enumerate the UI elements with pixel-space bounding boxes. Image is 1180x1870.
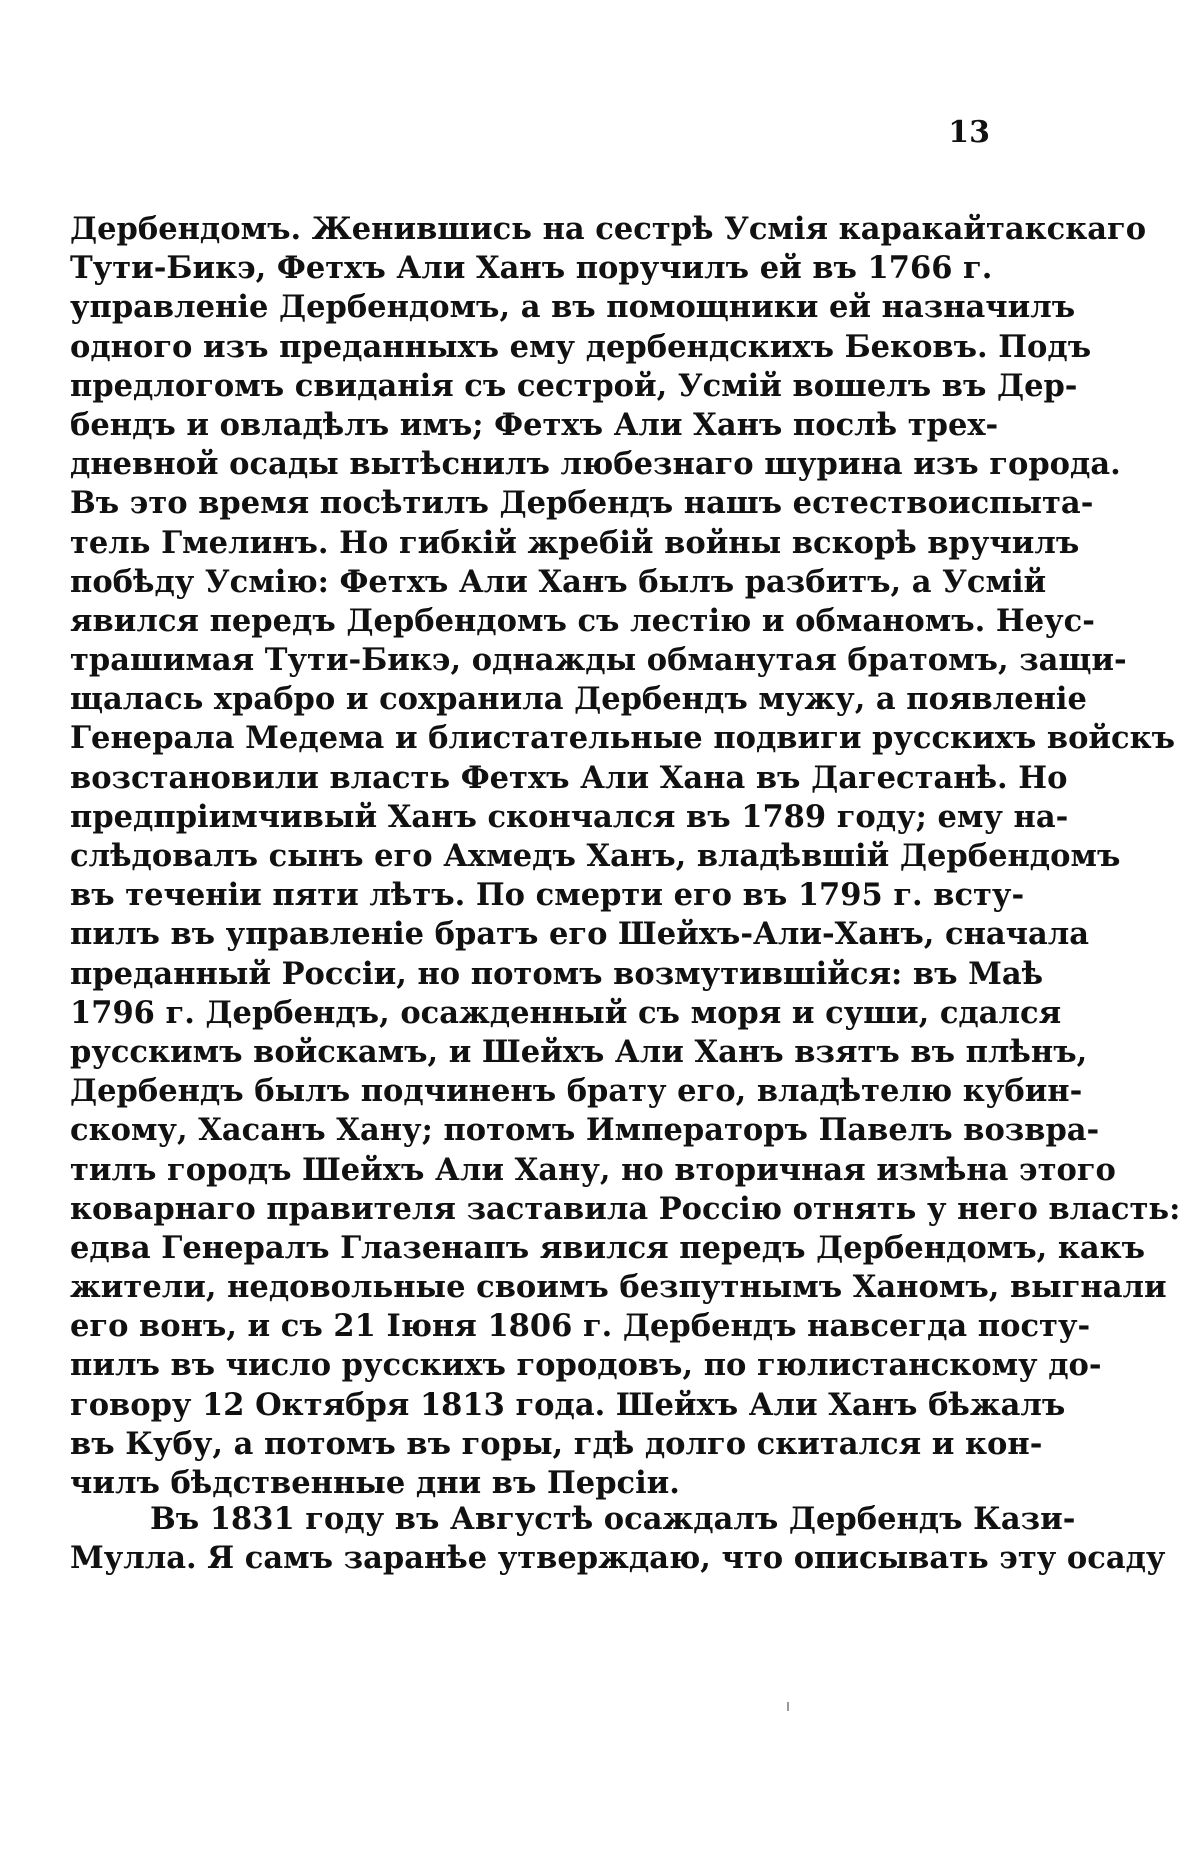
text-line: Тути-Бикэ, Фетхъ Али Ханъ поручилъ ей въ 1766 г.: [70, 250, 993, 287]
text-line: преданный Россіи, но потомъ возмутившійся: въ Маѣ: [70, 955, 1044, 992]
text-line: 1796 г. Дербендъ, осажденный съ моря и суши, сдался: [70, 994, 1062, 1031]
text-line: управленіе Дербендомъ, а въ помощники ей назначилъ: [70, 289, 1076, 326]
text-line: тель Гмелинъ. Но гибкій жребій войны вскорѣ вручилъ: [70, 524, 1080, 561]
text-line: бендъ и овладѣлъ имъ; Фетхъ Али Ханъ послѣ трех-: [70, 406, 999, 443]
paragraph-1: [70, 210, 1180, 1503]
paragraph-2: [70, 1500, 1166, 1578]
text-line: жители, недовольные своимъ безпутнымъ Ханомъ, выгнали: [70, 1269, 1167, 1306]
text-line: въ теченіи пяти лѣтъ. По смерти его въ 1795 г. всту-: [70, 877, 1025, 914]
text-line: коварнаго правителя заставила Россію отнять у него власть:: [70, 1190, 1180, 1227]
text-line: чилъ бѣдственные дни въ Персіи.: [70, 1465, 680, 1501]
text-line: Въ это время посѣтилъ Дербендъ нашъ естествоиспыта-: [70, 485, 1094, 522]
text-line: русскимъ войскамъ, и Шейхъ Али Ханъ взятъ въ плѣнъ,: [70, 1033, 1088, 1070]
text-line: слѣдовалъ сынъ его Ахмедъ Ханъ, владѣвшій Дербендомъ: [70, 838, 1121, 874]
text-line: Мулла. Я самъ заранѣе утверждаю, что описывать эту осаду: [70, 1540, 1166, 1577]
text-line: трашимая Тути-Бикэ, однажды обманутая братомъ, защи-: [70, 642, 1127, 679]
text-line: скому, Хасанъ Хану; потомъ Императоръ Павелъ возвра-: [70, 1112, 1100, 1149]
text-line: предпріимчивый Ханъ скончался въ 1789 году; ему на-: [70, 798, 1069, 835]
text-line: Дербендъ былъ подчиненъ брату его, владѣтелю кубин-: [70, 1073, 1083, 1110]
text-line: пилъ въ число русскихъ городовъ, по гюлистанскому до-: [70, 1347, 1102, 1384]
text-line: Генерала Медема и блистательные подвиги русскихъ войскъ: [70, 720, 1176, 757]
page-number: 13: [948, 115, 990, 150]
text-line: дневной осады вытѣснилъ любезнаго шурина изъ города.: [70, 446, 1121, 483]
text-line: побѣду Усмію: Фетхъ Али Ханъ былъ разбитъ, а Усмій: [70, 563, 1047, 600]
text-line: его вонъ, и съ 21 Іюня 1806 г. Дербендъ навсегда посту-: [70, 1308, 1091, 1345]
text-line: Дербендомъ. Женившись на сестрѣ Усмія каракайтакскаго: [70, 211, 1147, 247]
text-line: предлогомъ свиданія съ сестрой, Усмій вошелъ въ Дер-: [70, 367, 1078, 404]
text-line: возстановили власть Фетхъ Али Хана въ Дагестанѣ. Но: [70, 759, 1068, 796]
text-line: явился передъ Дербендомъ съ лестію и обманомъ. Неус-: [70, 602, 1095, 639]
text-line: одного изъ преданныхъ ему дербендскихъ Бековъ. Подъ: [70, 328, 1092, 365]
text-line: едва Генералъ Глазенапъ явился передъ Дербендомъ, какъ: [70, 1229, 1146, 1266]
text-line: пилъ въ управленіе братъ его Шейхъ-Али-Ханъ, сначала: [70, 916, 1090, 953]
text-line: тилъ городъ Шейхъ Али Хану, но вторичная измѣна этого: [70, 1151, 1116, 1188]
text-line: Въ 1831 году въ Августѣ осаждалъ Дербендъ Кази-: [150, 1501, 1076, 1537]
text-line: въ Кубу, а потомъ въ горы, гдѣ долго скитался и кон-: [70, 1425, 1043, 1462]
print-speck: [787, 1702, 789, 1711]
text-line: щалась храбро и сохранила Дербендъ мужу, а появленіе: [70, 681, 1087, 718]
text-line: говору 12 Октября 1813 года. Шейхъ Али Ханъ бѣжалъ: [70, 1386, 1066, 1423]
